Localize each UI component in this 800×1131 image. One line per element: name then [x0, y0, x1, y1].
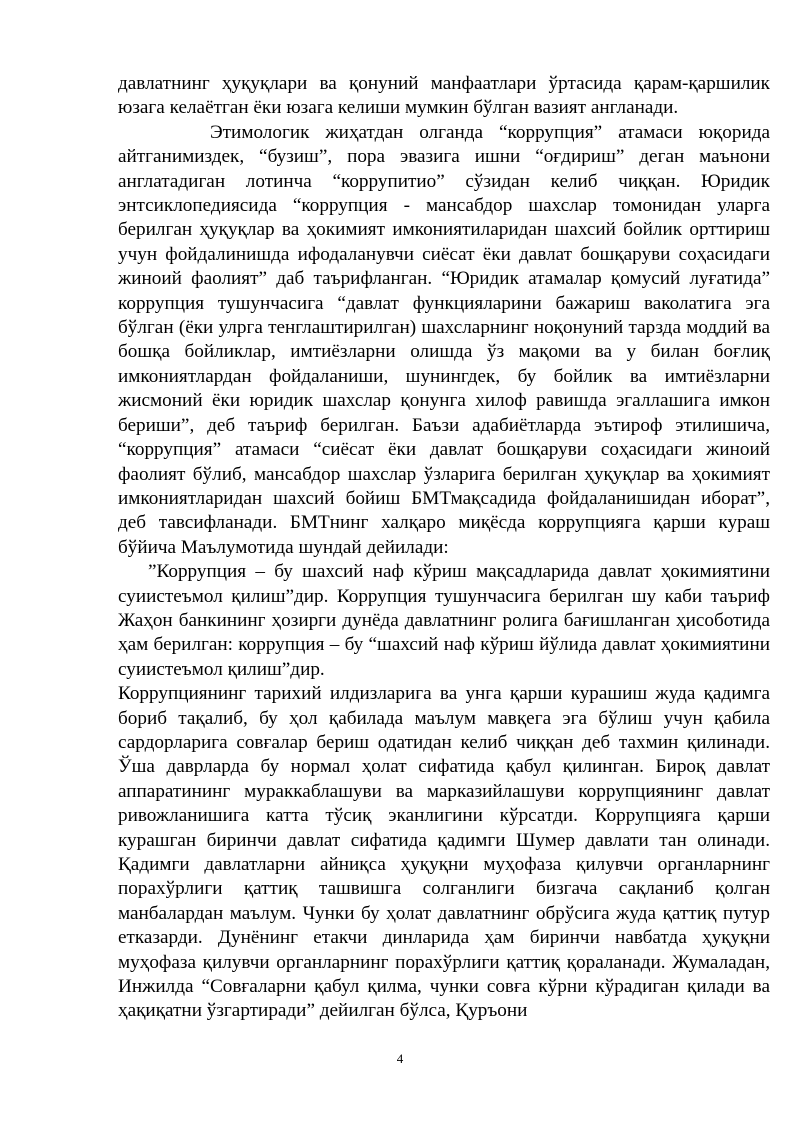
document-body [118, 72, 770, 1024]
paragraph: давлатнинг ҳуқуқлари ва қонуний манфаатлари ўртасида қарам-қаршилик юзага келаётган ёки юзага келиши мумкин бўлган вазият англанади. [118, 73, 770, 119]
page-number: 4 [396, 1051, 404, 1066]
paragraph: ”Коррупция – бу шахсий наф кўриш мақсадларида давлат ҳокимиятини суиистеъмол қилиш”дир. Коррупция тушунчасига берилган шу каби таъриф Жаҳон банкининг ҳозирги дунёда давлатнинг ролига бағишланган ҳисоботида ҳам берилган: коррупция – бу “шахсий наф кўриш йўлида давлат ҳокимиятини суиистеъмол қилиш”дир. [118, 561, 770, 680]
paragraph: Этимологик жиҳатдан олганда “коррупция” атамаси юқорида айтганимиздек, “бузиш”, пора эвазига ишни “оғдириш” деган маънони англатадиган лотинча “коррупитио” сўзидан келиб чиққан. Юридик энтсиклопедиясида “коррупция - мансабдор шахслар томонидан уларга берилган ҳуқуқлар ва ҳокимият имкониятиларидан шахсий бойлик орттириш учун фойдалинишда ифодаланувчи сиёсат ёки давлат бошқаруви соҳасидаги жиноий фаолият” даб таърифланган. “Юридик атамалар қомусий луғатида” коррупция тушунчасига “давлат функцияларини бажариш ваколатига эга бўлган (ёки улрга тенглаштирилган) шахсларнинг ноқонуний тарзда моддий ва бошқа бойликлар, имтиёзларни олишда ўз мақоми ва у билан боғлиқ имкониятлардан фойдаланиши, шунингдек, бу бойлик ва имтиёзларни жисмоний ёки юридик шахслар қонунга хилоф равишда эгаллашига имкон бериши”, деб таъриф берилган. Баъзи адабиётларда эътироф этилишича, “коррупция” атамаси “сиёсат ёки давлат бошқаруви соҳасидаги жиноий фаолият бўлиб, мансабдор шахслар ўзларига берилган ҳуқуқлар ва ҳокимият имкониятларидан шахсий бойиш БМТмақсадида фойдаланишидан иборат”, деб тавсифланади. БМТнинг халқаро миқёсда коррупцияга қарши кураш бўйича Маълумотида шундай дейилади: [118, 121, 770, 558]
paragraph: Коррупциянинг тарихий илдизларига ва унга қарши курашиш жуда қадимга бориб тақалиб, бу ҳол қабилада маълум мавқега эга бўлиш учун қабила сардорларига совғалар бериш одатидан келиб чиққан деб тахмин қилинади. Ўша даврларда бу нормал ҳолат сифатида қабул қилинган. Бироқ давлат аппаратининг мураккаблашуви ва марказийлашуви коррупциянинг давлат ривожланишига катта тўсиқ эканлигини кўрсатди. Коррупцияга қарши курашган биринчи давлат сифатида қадимги Шумер давлати тан олинади. Қадимги давлатларни айниқса ҳуқуқни муҳофаза қилувчи органларнинг порахўрлиги қаттиқ ташвишга солганлиги бизгача сақланиб қолган манбалардан маълум. Чунки бу ҳолат давлатнинг обрўсига жуда қаттиқ путур етказарди. Дунёнинг етакчи динларида ҳам биринчи навбатда ҳуқуқни муҳофаза қилувчи органларнинг порахўрлиги қаттиқ қораланади. Жумаладан, Инжилда “Совғаларни қабул қилма, чунки совға кўрни кўрадиган қилади ва ҳақиқатни ўзгартиради” дейилган бўлса, Қуръони [118, 683, 770, 1022]
